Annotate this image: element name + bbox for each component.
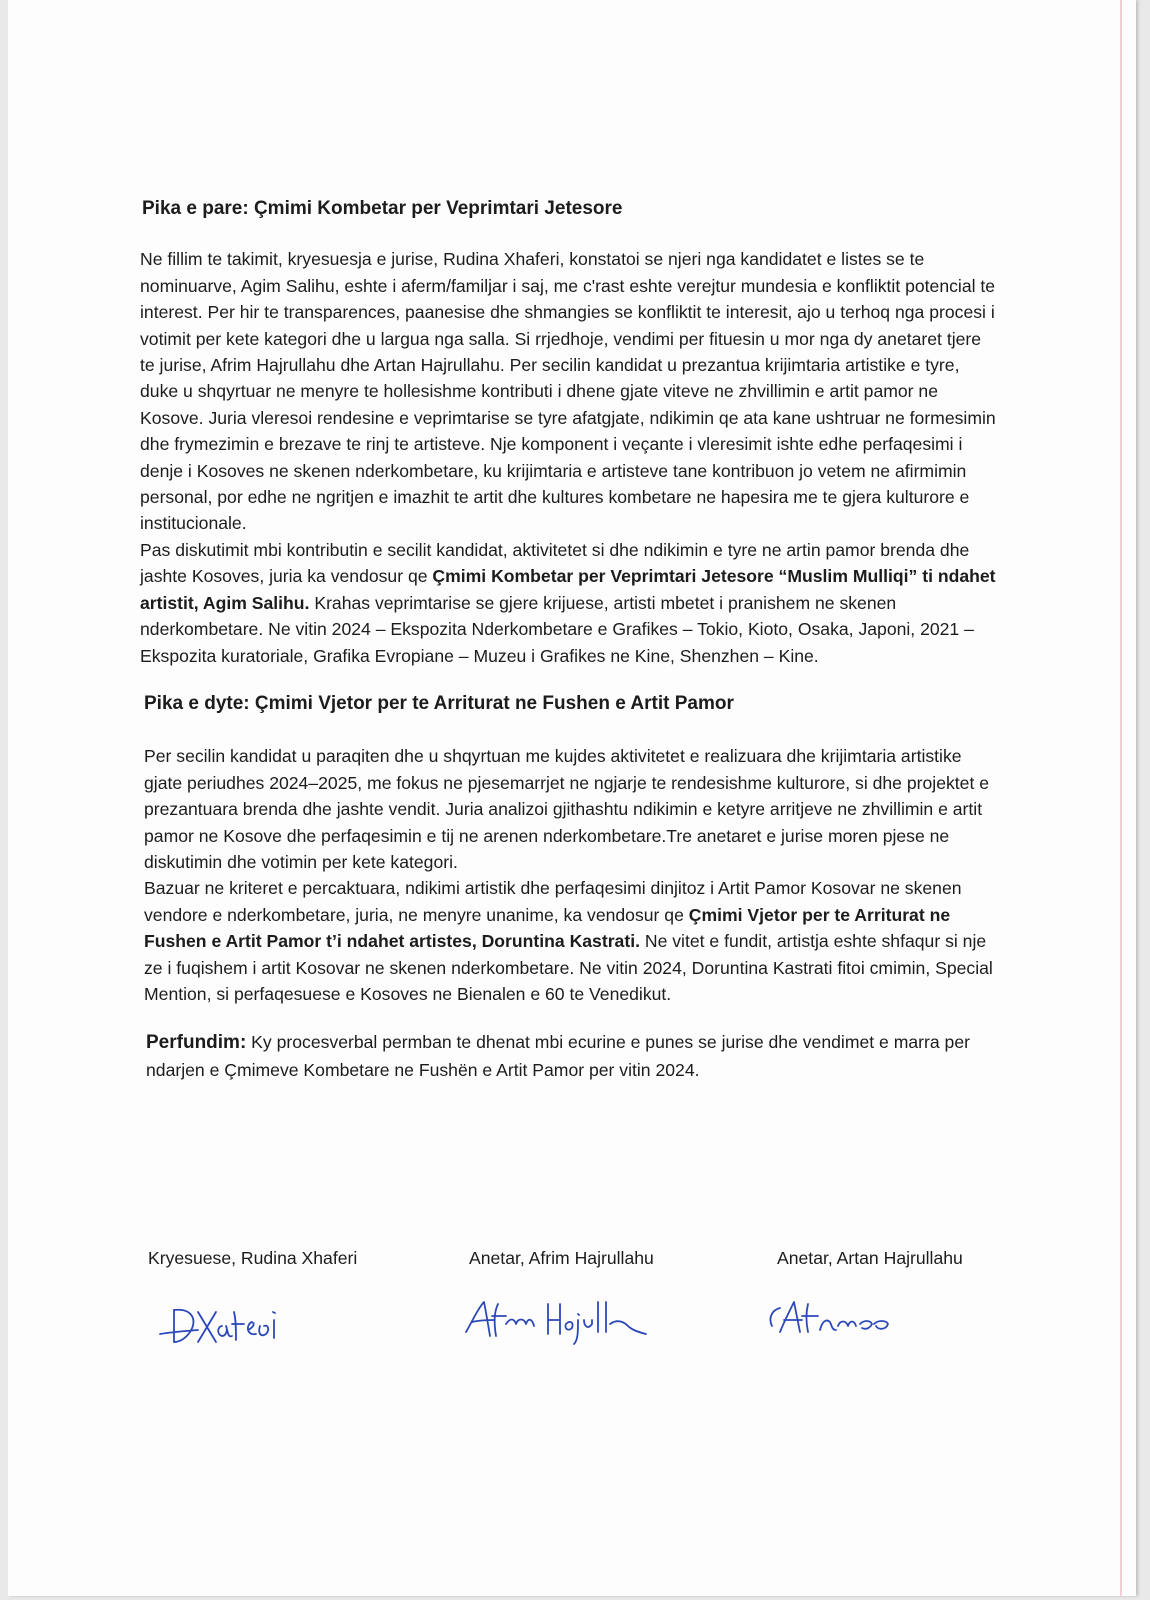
- signature-member2: [762, 1292, 902, 1344]
- conclusion: [146, 1029, 1000, 1083]
- section1-award-decision: Çmimi Kombetar per Veprimtari Jetesore “Muslim Mulliqi” ti ndahet artistit, Agim Salihu.: [140, 566, 996, 613]
- conclusion-text: Ky procesverbal permban te dhenat mbi ecurine e punes se jurise dhe vendimet e marra per ndarjen e Çmimeve Kombetare ne Fushën e Artit Pamor per vitin 2024.: [146, 1032, 970, 1080]
- section2-paragraph2-end: Ne vitet e fundit, artistja eshte shfaqur si nje ze i fuqishem i artit Kosovar ne skenen nderkombetare. Ne vitin 2024, Doruntina Kastrati fitoi cmimin, Special Mention, si perfaqesuese e Kosoves ne Bienalen e 60 te Venedikut.: [144, 931, 993, 1004]
- signature-chair: [152, 1298, 292, 1354]
- section2-award-decision: Çmimi Vjetor per te Arriturat ne Fushen e Artit Pamor t’i ndahet artistes, Doruntina Kastrati.: [144, 904, 951, 952]
- page-edge-line: [1120, 0, 1122, 1596]
- signature-member1: [460, 1292, 660, 1348]
- section1-paragraph2-end: Krahas veprimtarise se gjere krijuese, artisti mbetet i pranishem ne skenen nderkombetare. Ne vitin 2024 – Ekspozita Nderkombetare e Grafikes – Tokio, Kioto, Osaka, Japoni, 2021 – Ekspozita kuratoriale, Grafika Evropiane – Muzeu i Grafikes ne Kine, Shenzhen – Kine.: [140, 592, 974, 666]
- section1-paragraph1: Ne fillim te takimit, kryesuesja e jurise, Rudina Xhaferi, konstatoi se njeri nga kandidatet e listes se te nominuarve, Agim Salihu, eshte i aferm/familjar i saj, me c'rast eshte verejtur mundesia e konfliktit potencial te interest. Per hir te transparences, paanesise dhe shmangies se konfliktit te interesit, ajo u terhoq nga procesi i votimit per kete kategori dhe u largua nga salla. Si rrjedhoje, vendimi per fituesin u mor nga dy anetaret tjere te jurise, Afrim Hajrullahu dhe Artan Hajrullahu. Per secilin kandidat u prezantua krijimtaria artistike e tyre, duke u shqyrtuar ne menyre te hollesishme kontributi i dhene gjate viteve ne zhvillimin e artit pamor ne Kosove. Juria vleresoi rendesine e veprimtarise se tyre afatgjate, ndikimin qe ata kane ushtruar ne formesimin dhe frymezimin e brezave te rinj te artisteve. Nje komponent i veçante i vleresimit ishte edhe perfaqesimi i denje i Kosoves ne skenen nderkombetare, ku krijimtaria e artisteve tane kontribuon jo vetem ne afirmimin personal, por edhe ne ngritjen e imazhit te artit dhe kultures kombetare ne hapesira me te gjera kulturore e institucionale.: [140, 249, 996, 534]
- section2-paragraph2-start: Bazuar ne kriteret e percaktuara, ndikimi artistik dhe perfaqesimi dinjitoz i Artit Pamor Kosovar ne skenen vendore e nderkombetare, juria, ne menyre unanime, ka vendosur qe: [144, 878, 962, 925]
- section2-heading: Pika e dyte: Çmimi Vjetor per te Arriturat ne Fushen e Artit Pamor: [144, 692, 734, 714]
- section1-paragraph2-start: Pas diskutimit mbi kontributin e secilit kandidat, aktivitetet si dhe ndikimin e tyre ne artin pamor brenda dhe jashte Kosoves, juria ka vendosur qe: [140, 539, 970, 587]
- signatories: [148, 1248, 1008, 1278]
- section2-text: [144, 743, 1000, 1007]
- section1-heading: Pika e pare: Çmimi Kombetar per Veprimtari Jetesore: [142, 198, 623, 219]
- conclusion-label: Perfundim:: [146, 1032, 247, 1054]
- signer-member2-name: Anetar, Artan Hajrullahu: [777, 1248, 963, 1268]
- signer-member1-name: Anetar, Afrim Hajrullahu: [469, 1248, 654, 1268]
- section2-paragraph1: Per secilin kandidat u paraqiten dhe u shqyrtuan me kujdes aktivitetet e realizuara dhe krijimtaria artistike gjate periudhes 2024–2025, me fokus ne pjesemarrjet ne ngjarje te rendesishme kulturore, si dhe projektet e prezantuara brenda dhe jashte vendit. Juria analizoi gjithashtu ndikimin e ketyre arritjeve ne zhvillimin e artit pamor ne Kosove dhe perfaqesimin e tij ne arenen nderkombetare.Tre anetaret e jurise moren pjese ne diskutimin dhe votimin per kete kategori.: [144, 746, 990, 872]
- document-body: [140, 196, 1000, 1083]
- signer-chair-name: Kryesuese, Rudina Xhaferi: [148, 1248, 358, 1268]
- section2-paragraph2: [144, 875, 1000, 1007]
- section1-paragraph2: [140, 537, 1000, 669]
- section2: [140, 691, 1000, 1007]
